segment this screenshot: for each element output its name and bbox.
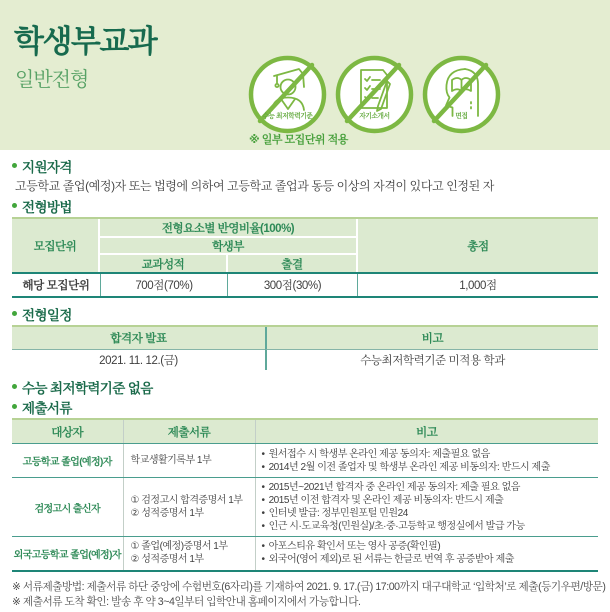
eligibility-text: 고등학교 졸업(예정)자 또는 법령에 의하여 고등학교 졸업과 동등 이상의 자격이 있다고 인정된 자: [15, 179, 494, 193]
table-row: [12, 537, 598, 571]
cell-notes: [255, 478, 598, 537]
document-pencil-prohibited-icon: [334, 54, 415, 135]
note-item: • 아포스티유 확인서 또는 영사 공증(확인필): [256, 540, 599, 553]
note-item: • 인터넷 발급: 정부민원포털 민원24: [256, 507, 599, 520]
section-bullet-icon: [12, 384, 17, 389]
footnotes: [12, 580, 606, 610]
header-cell-note: 비고: [255, 419, 598, 444]
doc-item: 학교생활기록부 1부: [130, 455, 212, 466]
header-cell-attendance: 출결: [228, 255, 356, 272]
cell-unit: 해당 모집단위: [22, 280, 90, 292]
section-bullet-icon: [12, 203, 17, 208]
page-subtitle: 일반전형: [15, 69, 89, 91]
self-introduction-badge: [334, 54, 415, 135]
note-item: • 외국어(영어 제외)로 된 서류는 한글로 번역 후 공증받아 제출: [256, 553, 599, 566]
section-schedule-title: [12, 306, 598, 321]
note-item: • 2014년 2월 이전 졸업자 및 학생부 온라인 제공 비동의자: 반드시 제출: [256, 461, 599, 474]
schedule-table-header: [12, 327, 598, 350]
header-cell-announce: 합격자 발표: [12, 327, 265, 350]
doc-item: ② 성적증명서 1부: [130, 508, 204, 519]
section-method-title: [12, 198, 598, 213]
csat-minimum-badge: [247, 54, 328, 135]
documents-table-header: [12, 419, 598, 444]
section-bullet-icon: [12, 163, 17, 168]
cell-docs: [123, 444, 255, 478]
badge-label: 자기소개서: [359, 113, 390, 120]
cell-attendance: 300점(30%): [227, 274, 357, 296]
cell-docs: [123, 537, 255, 571]
note-item: • 2015년 이전 합격자 및 온라인 제공 비동의자: 반드시 제출: [256, 494, 599, 507]
section-title-text: 제출서류: [22, 400, 72, 416]
section-title-text: 전형일정: [22, 307, 72, 323]
doc-item: ① 졸업(예정)증명서 1부: [130, 541, 228, 553]
cell-notes: [255, 444, 598, 478]
head-book-prohibited-icon: [421, 54, 502, 135]
cell-grades: 700점(70%): [100, 274, 227, 296]
note-item: • 인근 시·도교육청(민원실)/초·중·고등학교 행정실에서 발급 가능: [256, 520, 599, 533]
documents-table: [12, 418, 598, 572]
method-table-row: [12, 272, 598, 298]
graduate-cap-prohibited-icon: [247, 54, 328, 135]
section-documents-title: [12, 399, 598, 414]
cell-announce-date: 2021. 11. 12.(금): [12, 350, 265, 370]
section-title-text: 지원자격: [22, 159, 72, 175]
header-cell-record: 학생부: [100, 238, 356, 253]
badge-label: 면접: [455, 113, 468, 120]
section-bullet-icon: [12, 311, 17, 316]
schedule-table-row: [12, 350, 598, 370]
table-row: [12, 478, 598, 537]
doc-item: ① 검정고시 합격증명서 1부: [130, 495, 243, 506]
main-content: [0, 158, 610, 610]
section-title-text: 전형방법: [22, 199, 72, 215]
header-cell-ratio: 전형요소별 반영비율(100%): [100, 219, 356, 236]
table-row: [12, 444, 598, 478]
schedule-table: [12, 325, 598, 370]
doc-item: ② 성적증명서 1부: [130, 554, 204, 566]
note-item: • 2015년~2021년 합격자 중 온라인 제공 동의자: 제출 필요 없음: [256, 481, 599, 494]
header-cell-grades: 교과성적: [100, 255, 226, 272]
section-eligibility-title: [12, 158, 598, 173]
cell-target: 외국고등학교 졸업(예정)자: [12, 537, 123, 571]
cell-target: 검정고시 출신자: [12, 478, 123, 537]
cell-target: 고등학교 졸업(예정)자: [12, 444, 123, 478]
section-bullet-icon: [12, 404, 17, 409]
footnote-submission: ※ 서류제출방법: 제출서류 하단 중앙에 수험번호(6자리)를 기재하여 2021. 9. 17.(금) 17:00까지 대구대학교 ‘입학처’로 제출(등기우편/방문): [12, 580, 606, 593]
header-cell-total: 총점: [358, 219, 598, 272]
cell-schedule-note: 수능최저학력기준 미적용 학과: [265, 350, 598, 370]
cell-notes: [255, 537, 598, 571]
interview-badge: [421, 54, 502, 135]
badge-label: 수능 최저학력기준: [262, 113, 313, 120]
section-title-text: 수능 최저학력기준 없음: [22, 380, 153, 396]
note-item: • 원서접수 시 학생부 온라인 제공 동의자: 제출필요 없음: [256, 448, 599, 461]
footnote-arrival: ※ 제출서류 도착 확인: 발송 후 약 3~4일부터 입학안내 홈페이지에서 가능합니다.: [12, 595, 361, 608]
cell-total: 1,000점: [357, 274, 598, 296]
section-minimum-title: [12, 379, 598, 394]
method-table-header: [12, 217, 598, 272]
page-title: 학생부교과: [14, 24, 157, 59]
header-cell-docs: 제출서류: [123, 419, 255, 444]
cell-docs: [123, 478, 255, 537]
header-cell-note: 비고: [265, 327, 598, 350]
partial-units-note: ※ 일부 모집단위 적용: [249, 134, 348, 146]
method-table: [12, 217, 598, 298]
header-cell-target: 대상자: [12, 419, 123, 444]
prohibited-badges: [247, 54, 502, 135]
page-header: [0, 0, 610, 150]
header-cell-unit: 모집단위: [12, 219, 98, 272]
